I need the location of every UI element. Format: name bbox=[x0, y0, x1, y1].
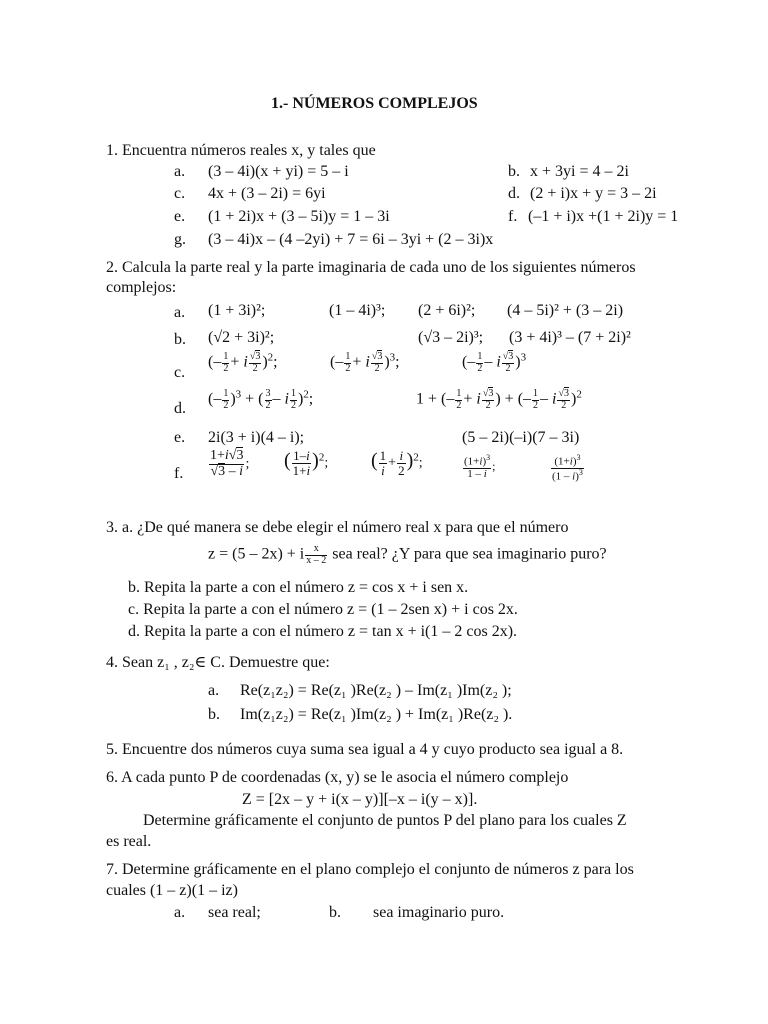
q2-c-expr-3: (– $\frac{1}{2}$ – i $\frac{√3}{2}$ )$^3$ bbox=[462, 351, 527, 374]
q6-line3: Determine gráficamente el conjunto de puntos P del plano para los cuales Z bbox=[143, 812, 627, 829]
q6-line1: 6. A cada punto P de coordenadas (x, y) se le asocia el número complejo bbox=[106, 769, 569, 786]
q2-c-label: c. bbox=[174, 364, 186, 381]
q1-b-equation: x + 3yi = 4 – 2i bbox=[530, 163, 629, 180]
q2-f-expr-5: $\frac{(1+i)^3}{(1 - i)^3}$ bbox=[552, 453, 583, 483]
q2-a-expr-2: (1 – 4i)³; bbox=[329, 302, 386, 319]
q1-g-label: g. bbox=[174, 231, 186, 248]
q1-f-label: f. bbox=[508, 208, 518, 225]
q2-a-expr-3: (2 + 6i)²; bbox=[418, 302, 476, 319]
q7-b-label: b. bbox=[329, 904, 341, 921]
q3-d: d. Repita la parte a con el número z = tan x + i(1 – 2 cos 2x). bbox=[128, 623, 518, 640]
q2-f-expr-2: ( $\frac{1-i}{1+i}$ )$^2$; bbox=[284, 448, 329, 478]
q4-a-identity: Re(z₁z₂) = Re(z₁ )Re(z₂ ) – Im(z₁ )Im(z₂ ); bbox=[240, 682, 512, 699]
q2-a-expr-4: (4 – 5i)² + (3 – 2i) bbox=[507, 302, 624, 319]
q2-b-label: b. bbox=[174, 331, 186, 348]
q3-a-line2 bbox=[208, 544, 607, 566]
q3-c: c. Repita la parte a con el número z = (1 – 2sen x) + i cos 2x. bbox=[128, 601, 518, 618]
q6-line2: Z = [2x – y + i(x – y)][–x – i(y – x)]. bbox=[242, 791, 478, 808]
page-title: 1.- NÚMEROS COMPLEJOS bbox=[271, 95, 478, 112]
q1-c-label: c. bbox=[174, 185, 186, 202]
q2-f-expr-4: $\frac{(1+i)^3}{1 - i}$ ; bbox=[464, 453, 496, 481]
q1-e-equation: (1 + 2i)x + (3 – 5i)y = 1 – 3i bbox=[208, 208, 390, 225]
q2-e-expr-2: (5 – 2i)(–i)(7 – 3i) bbox=[462, 429, 580, 446]
q1-e-label: e. bbox=[174, 208, 186, 225]
q2-f-label: f. bbox=[174, 465, 184, 482]
q4-a-label: a. bbox=[208, 682, 220, 699]
q2-a-label: a. bbox=[174, 304, 186, 321]
q7-a-text: sea real; bbox=[208, 904, 261, 921]
q3-a-expr-start: z = (5 – 2x) + i bbox=[208, 545, 305, 563]
q1-a-equation: (3 – 4i)(x + yi) = 5 – i bbox=[208, 163, 349, 180]
q2-b-expr-3: (3 + 4i)³ – (7 + 2i)² bbox=[509, 329, 631, 346]
q2-f-expr-1: $\frac{1+i√3}{√3 - i}$ ; bbox=[210, 448, 250, 479]
q7-b-text: sea imaginario puro. bbox=[373, 904, 505, 921]
q2-c-expr-1: (– $\frac{1}{2}$ + i $\frac{√3}{2}$ )$^2$; bbox=[208, 351, 278, 374]
q2-a-expr-1: (1 + 3i)²; bbox=[208, 302, 266, 319]
q1-g-equation: (3 – 4i)x – (4 –2yi) + 7 = 6i – 3yi + (2 – 3i)x bbox=[208, 231, 494, 248]
q2-b-expr-1: (√2 + 3i)²; bbox=[208, 329, 275, 346]
q1-c-equation: 4x + (3 – 2i) = 6yi bbox=[208, 185, 326, 202]
q2-d-label: d. bbox=[174, 400, 186, 417]
q3-frac-numerator: x bbox=[305, 544, 327, 556]
q2-b-expr-2: (√3 – 2i)³; bbox=[418, 329, 484, 346]
q2-d-expr-1: (– $\frac{1}{2}$ )$^3$ + ( $\frac{3}{2}$ – i $\frac{1}{2}$ )$^2$; bbox=[208, 388, 314, 411]
q7-line2: cuales (1 – z)(1 – iz) bbox=[106, 882, 238, 899]
q2-e-expr-1: 2i(3 + i)(4 – i); bbox=[208, 429, 305, 446]
q7-line1: 7. Determine gráficamente en el plano complejo el conjunto de números z para los bbox=[106, 861, 634, 878]
q1-b-label: b. bbox=[508, 163, 520, 180]
q1-stem: 1. Encuentra números reales x, y tales que bbox=[106, 142, 376, 159]
q4-b-identity: Im(z₁z₂) = Re(z₁ )Im(z₂ ) + Im(z₁ )Re(z₂ ). bbox=[240, 706, 513, 723]
q2-d-expr-2: 1 + (– $\frac{1}{2}$ + i $\frac{√3}{2}$ ) + (– $\frac{1}{2}$ – i $\frac{√3}{2}$ )$^2$ bbox=[416, 388, 582, 411]
q7-a-label: a. bbox=[174, 904, 186, 921]
q2-stem-line2: complejos: bbox=[106, 279, 177, 296]
q4-b-label: b. bbox=[208, 706, 220, 723]
q3-frac-denominator: x – 2 bbox=[306, 554, 327, 566]
q2-stem-line1: 2. Calcula la parte real y la parte imaginaria de cada uno de los siguientes números bbox=[106, 259, 636, 276]
q1-a-label: a. bbox=[174, 163, 186, 180]
q1-d-equation: (2 + i)x + y = 3 – 2i bbox=[530, 185, 657, 202]
q1-f-equation: (–1 + i)x +(1 + 2i)y = 1 bbox=[528, 208, 679, 225]
q3-a-expr-end: sea real? ¿Y para que sea imaginario puro? bbox=[328, 545, 607, 563]
q2-f-expr-3: ( $\frac{1}{i}$ + $\frac{i}{2}$ )$^2$; bbox=[371, 448, 423, 478]
q2-e-label: e. bbox=[174, 429, 186, 446]
q2-c-expr-2: (– $\frac{1}{2}$ + i $\frac{√3}{2}$ )$^3$; bbox=[330, 351, 400, 374]
q3-b: b. Repita la parte a con el número z = cos x + i sen x. bbox=[128, 579, 469, 596]
q6-line4: es real. bbox=[106, 833, 152, 850]
q1-d-label: d. bbox=[508, 185, 520, 202]
q3-a-line1: 3. a. ¿De qué manera se debe elegir el número real x para que el número bbox=[106, 519, 569, 536]
q5-text: 5. Encuentre dos números cuya suma sea igual a 4 y cuyo producto sea igual a 8. bbox=[106, 741, 624, 758]
q4-stem: 4. Sean z₁ , z₂∈ C. Demuestre que: bbox=[106, 654, 330, 671]
